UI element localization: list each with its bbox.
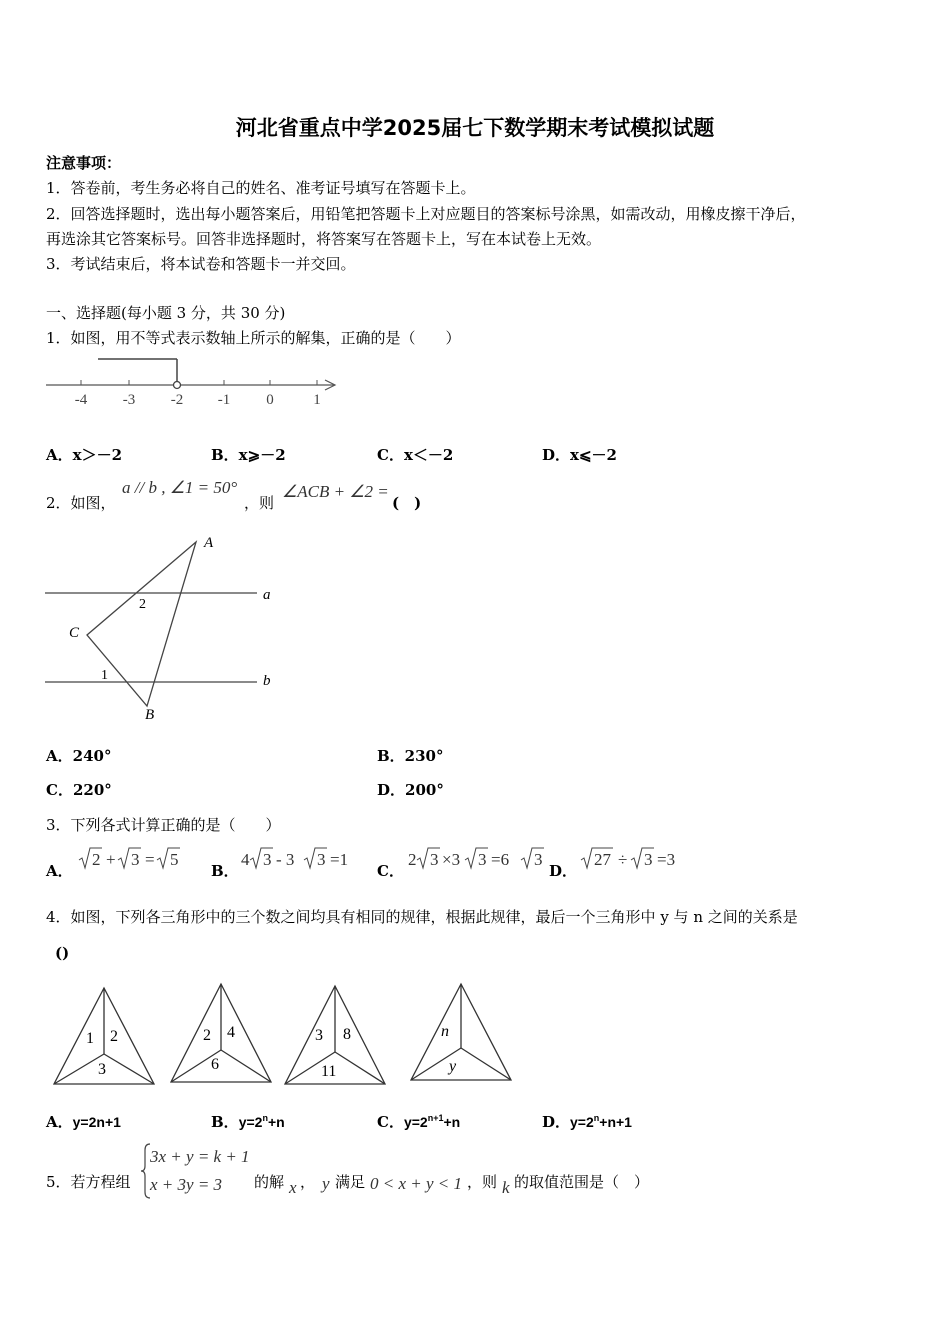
svg-text:4: 4 [227,1024,235,1041]
q2-option-b[interactable]: B．230° [377,747,444,765]
svg-text:y: y [449,1058,457,1075]
triangle-1 [54,988,154,1084]
equation-2: x + 3y = 3 [150,1175,223,1194]
svg-text:=6: =6 [491,850,510,869]
svg-text:×3: ×3 [442,850,461,869]
q3-option-d-expr[interactable] [578,844,688,872]
q2-paren: ( ) [392,494,422,512]
q2-expression: ∠ACB + ∠2 = [282,482,389,501]
var-y: y [322,1174,330,1193]
svg-text:3: 3 [478,850,487,869]
q4-stem: 4．如图，下列各三角形中的三个数之间均具有相同的规律，根据此规律，最后一个三角形中 y 与 n 之间的关系是 [46,908,798,926]
tick-label: -1 [217,392,231,408]
triangle-2 [171,984,271,1082]
number-line-figure [40,352,350,412]
left-brace-icon [141,1144,150,1198]
equation-1: 3x + y = k + 1 [150,1147,250,1166]
q2-condition: a // b , ∠1 = 50° [122,478,238,497]
q1-option-b[interactable]: B．x⩾－2 [211,446,286,464]
svg-text:3: 3 [315,1027,323,1044]
open-point-icon [174,382,181,389]
parallel-lines-figure [40,528,290,728]
triangle-4 [411,984,511,1080]
svg-text:11: 11 [321,1063,337,1080]
svg-text:1: 1 [86,1030,94,1047]
q3-option-c-expr[interactable] [407,844,547,872]
notice-heading: 注意事项： [46,154,122,172]
q3-option-c-label[interactable]: C． [377,862,404,880]
svg-text:6: 6 [211,1056,219,1073]
svg-text:- 3: - 3 [276,850,295,869]
q2-option-a[interactable]: A．240° [46,747,112,765]
q3-option-a-expr[interactable] [76,844,191,872]
label-B: B [145,707,155,723]
page-title: 河北省重点中学2025届七下数学期末考试模拟试题 [235,116,715,140]
svg-text:4: 4 [241,850,250,869]
svg-text:2: 2 [408,850,417,869]
q5-condition: 0 < x + y < 1 [370,1174,463,1193]
svg-text:n: n [441,1023,449,1040]
svg-text:3: 3 [98,1061,106,1078]
label-C: C [69,625,80,641]
svg-text:3: 3 [317,850,326,869]
var-x: x [289,1178,297,1197]
svg-text:2: 2 [110,1028,118,1045]
svg-text:8: 8 [343,1026,351,1043]
q5-text-1: 的解 [254,1173,285,1191]
svg-text:3: 3 [644,850,653,869]
svg-text:5: 5 [170,850,179,869]
q5-text-2: 满足 [335,1173,366,1191]
triangle-3 [285,986,385,1084]
var-k: k [502,1178,510,1197]
tick-label: -4 [74,392,88,408]
q4-option-d[interactable]: D．$y=2^n+n+1$ [542,1113,632,1131]
q3-option-b-expr[interactable] [240,844,360,872]
svg-text:=1: =1 [330,850,349,869]
tick-label: -2 [170,392,184,408]
q3-option-a-label[interactable]: A． [46,862,73,880]
notice-item-3: 3．考试结束后，将本试卷和答题卡一并交回。 [46,255,356,273]
q5-prefix: 5．若方程组 [46,1173,131,1191]
notice-item-2: 2．回答选择题时，选出每小题答案后，用铅笔把答题卡上对应题目的答案标号涂黑，如需改动，用橡皮擦干净后， [46,205,806,223]
q2-option-d[interactable]: D．200° [377,781,444,799]
q5-comma: ， [300,1173,316,1191]
svg-text:3: 3 [131,850,140,869]
q4-paren: () [55,944,70,962]
q5-text-3: ，则 [467,1173,498,1191]
q4-option-a[interactable]: A．y=2n+1 [46,1113,121,1131]
q3-option-d-label[interactable]: D． [549,862,578,880]
q2-mid: ，则 [244,494,275,512]
svg-text:27: 27 [594,850,611,869]
tick-marks [81,380,317,385]
q2-option-c[interactable]: C．220° [46,781,112,799]
q4-option-c[interactable]: C．$y=2^{n+1}+n$ [377,1113,461,1131]
angle-1-label: 1 [101,668,108,683]
triangles-figure [48,980,528,1090]
svg-text:3: 3 [534,850,543,869]
tick-label: -3 [122,392,136,408]
label-A: A [204,535,214,551]
notice-item-2-cont: 再选涂其它答案标号。回答非选择题时，将答案写在答题卡上，写在本试卷上无效。 [46,230,602,248]
q1-option-d[interactable]: D．x⩽－2 [542,446,617,464]
section-heading: 一、选择题(每小题 3 分，共 30 分) [46,304,286,322]
q1-stem: 1．如图，用不等式表示数轴上所示的解集，正确的是（ ） [46,329,461,347]
svg-text:=: = [145,850,155,869]
svg-text:3: 3 [263,850,272,869]
svg-text:2: 2 [203,1027,211,1044]
label-b: b [263,673,271,689]
svg-text:2: 2 [92,850,101,869]
q4-option-b[interactable]: B．$y=2^n+n$ [211,1113,285,1131]
svg-text:÷: ÷ [618,850,628,869]
notice-item-1: 1．答卷前，考生务必将自己的姓名、准考证号填写在答题卡上。 [46,179,476,197]
q1-option-a[interactable]: A．x＞－2 [46,446,123,464]
svg-text:+: + [106,850,116,869]
label-a: a [263,587,271,603]
q5-equation-system [140,1140,258,1202]
tick-label: 1 [313,392,321,408]
q1-option-c[interactable]: C．x＜－2 [377,446,454,464]
q5-text-4: 的取值范围是（ ） [514,1173,650,1191]
q3-stem: 3．下列各式计算正确的是（ ） [46,816,281,834]
svg-text:3: 3 [430,850,439,869]
q3-option-b-label[interactable]: B． [211,862,239,880]
svg-text:=3: =3 [657,850,676,869]
angle-2-label: 2 [139,597,146,612]
tick-label: 0 [266,392,274,408]
q2-prefix: 2．如图， [46,494,116,512]
